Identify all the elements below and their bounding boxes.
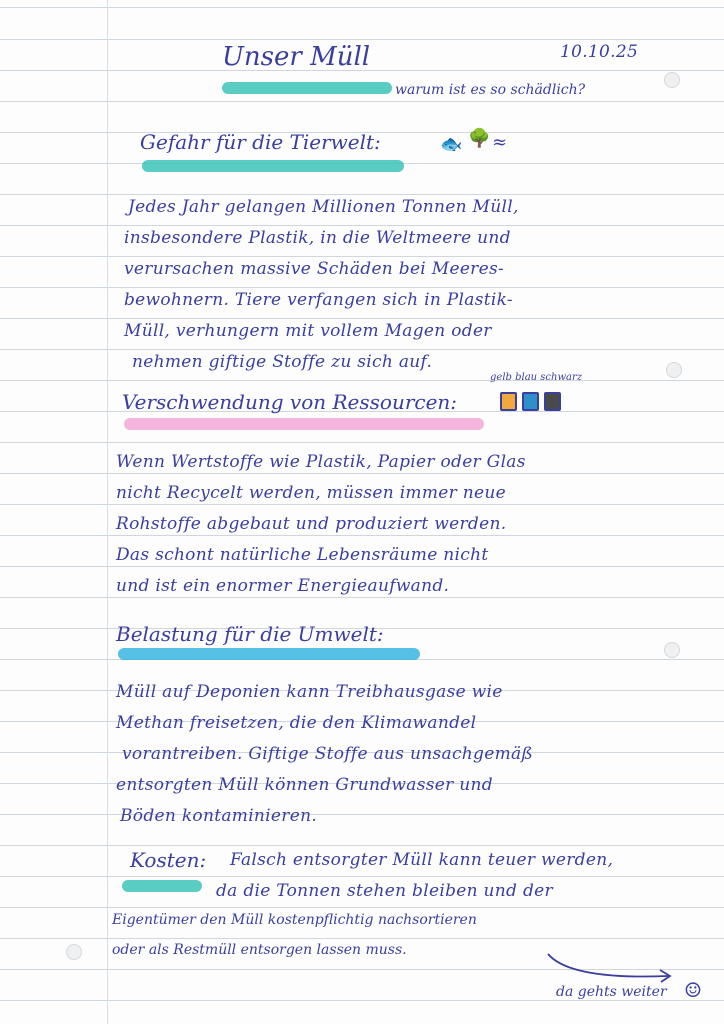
subtitle: warum ist es so schädlich?: [395, 82, 586, 98]
text-line: nehmen giftige Stoffe zu sich auf.: [132, 352, 433, 372]
text-line: Müll, verhungern mit vollem Magen oder: [124, 321, 492, 341]
section-highlight: [122, 880, 202, 892]
smiley-icon: ☺: [684, 978, 702, 1002]
page-title: Unser Müll: [222, 42, 371, 72]
bin-labels: gelb blau schwarz: [490, 372, 583, 383]
tree-icon: 🌳: [468, 128, 491, 149]
text-line: da die Tonnen stehen bleiben und der: [216, 881, 553, 901]
text-line: verursachen massive Schäden bei Meeres-: [124, 259, 505, 279]
section-highlight: [142, 160, 404, 172]
yellow-bin-icon: [500, 392, 517, 411]
blue-bin-icon: [522, 392, 539, 411]
text-line: Das schont natürliche Lebensräume nicht: [116, 545, 489, 565]
text-line: entsorgten Müll können Grundwasser und: [116, 775, 493, 795]
margin-line: [107, 0, 108, 1024]
punch-hole: [66, 944, 82, 960]
section-heading-umwelt: Belastung für die Umwelt:: [116, 622, 384, 646]
text-line: Müll auf Deponien kann Treibhausgase wie: [116, 682, 503, 702]
section-highlight: [124, 418, 484, 430]
text-line: Methan freisetzen, die den Klimawandel: [116, 713, 477, 733]
section-highlight: [118, 648, 420, 660]
text-line: oder als Restmüll entsorgen lassen muss.: [112, 942, 407, 958]
punch-hole: [664, 72, 680, 88]
punch-hole: [666, 362, 682, 378]
text-line: insbesondere Plastik, in die Weltmeere und: [124, 228, 511, 248]
black-bin-icon: [544, 392, 561, 411]
punch-hole: [664, 642, 680, 658]
text-line: nicht Recycelt werden, müssen immer neue: [116, 483, 506, 503]
curved-arrow-icon: [540, 948, 680, 988]
text-line: Rohstoffe abgebaut und produziert werden.: [116, 514, 507, 534]
text-line: Böden kontaminieren.: [120, 806, 318, 826]
section-heading-kosten: Kosten:: [130, 848, 207, 872]
title-highlight: [222, 82, 392, 94]
section-heading-tierwelt: Gefahr für die Tierwelt:: [140, 130, 381, 154]
continue-note: da gehts weiter: [556, 984, 667, 1000]
fish-icon: 🐟: [440, 134, 463, 155]
text-line: Jedes Jahr gelangen Millionen Tonnen Müll,: [128, 197, 519, 217]
text-line: vorantreiben. Giftige Stoffe aus unsachgemäß: [122, 744, 534, 764]
text-line: bewohnern. Tiere verfangen sich in Plastik-: [124, 290, 513, 310]
wave-icon: ≈: [492, 132, 508, 153]
section-heading-ressourcen: Verschwendung von Ressourcen:: [122, 390, 458, 414]
text-line: Eigentümer den Müll kostenpflichtig nachsortieren: [112, 912, 477, 928]
text-line: Wenn Wertstoffe wie Plastik, Papier oder Glas: [116, 452, 526, 472]
text-line: Falsch entsorgter Müll kann teuer werden,: [230, 850, 614, 870]
text-line: und ist ein enormer Energieaufwand.: [116, 576, 450, 596]
date: 10.10.25: [560, 42, 639, 62]
